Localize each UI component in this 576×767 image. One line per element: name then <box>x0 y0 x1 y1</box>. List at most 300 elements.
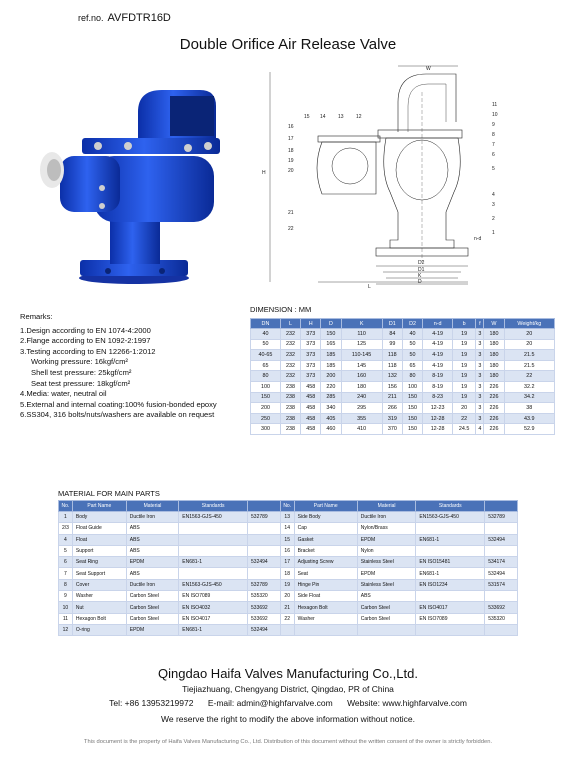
table-cell: Carbon Steel <box>357 613 416 624</box>
table-cell: 405 <box>321 413 341 424</box>
callout-13: 13 <box>338 114 344 120</box>
table-cell: Hexagon Bolt <box>72 613 126 624</box>
table-cell: 165 <box>321 339 341 350</box>
table-cell: 12-28 <box>423 413 453 424</box>
dimension-row <box>251 413 555 424</box>
dimension-row <box>251 371 555 382</box>
table-cell: 533692 <box>248 602 281 613</box>
table-cell: 52.9 <box>504 424 554 435</box>
table-cell: 13 <box>280 512 294 523</box>
table-cell: 8-19 <box>423 371 453 382</box>
column-header: No. <box>59 501 73 512</box>
table-cell: 532789 <box>248 512 281 523</box>
table-cell: 40 <box>402 329 422 340</box>
table-cell: Stainless Steel <box>357 579 416 590</box>
column-header: No. <box>280 501 294 512</box>
table-cell: 84 <box>382 329 402 340</box>
table-cell: 19 <box>453 329 476 340</box>
table-cell: EN ISO7089 <box>416 613 485 624</box>
material-row <box>59 545 518 556</box>
table-cell: Seat <box>294 568 357 579</box>
callout-16: 16 <box>288 124 294 130</box>
table-cell: 238 <box>280 403 300 414</box>
table-cell <box>416 591 485 602</box>
table-cell <box>179 523 248 534</box>
table-cell: 19 <box>453 381 476 392</box>
table-cell: 373 <box>301 339 321 350</box>
table-cell: Cap <box>294 523 357 534</box>
table-cell: 16 <box>280 545 294 556</box>
table-cell: 232 <box>280 360 300 371</box>
table-cell: 110-145 <box>341 350 382 361</box>
table-cell: 65 <box>251 360 281 371</box>
dimension-row <box>251 339 555 350</box>
table-cell: ABS <box>126 523 179 534</box>
table-cell: 266 <box>382 403 402 414</box>
table-cell: 319 <box>382 413 402 424</box>
table-cell: 458 <box>301 392 321 403</box>
table-cell: 340 <box>321 403 341 414</box>
reserve-notice: We reserve the right to modify the above information without notice. <box>160 714 416 724</box>
table-cell: EPDM <box>357 568 416 579</box>
table-cell: 226 <box>484 403 504 414</box>
table-cell: Stainless Steel <box>357 557 416 568</box>
table-cell: 4-19 <box>423 339 453 350</box>
remarks-section <box>20 312 260 421</box>
table-cell: Float <box>72 534 126 545</box>
table-cell: 18 <box>280 568 294 579</box>
table-cell: 22 <box>280 613 294 624</box>
dim-nd-label: n-d <box>474 236 482 242</box>
table-cell: Carbon Steel <box>126 613 179 624</box>
callout-6: 6 <box>492 152 495 158</box>
table-cell: EN681-1 <box>179 624 248 635</box>
table-cell: EN ISO1234 <box>416 579 485 590</box>
table-cell: ABS <box>126 545 179 556</box>
table-cell: 80 <box>402 371 422 382</box>
table-cell <box>294 624 357 635</box>
table-cell: Ductile Iron <box>126 579 179 590</box>
table-cell: 180 <box>484 350 504 361</box>
dimension-header-row <box>251 319 555 329</box>
callout-5: 5 <box>492 166 495 172</box>
table-cell: 285 <box>321 392 341 403</box>
table-cell: 20 <box>280 591 294 602</box>
table-cell: 21.5 <box>504 360 554 371</box>
table-cell: 532789 <box>248 579 281 590</box>
table-cell: EN681-1 <box>416 534 485 545</box>
table-cell: 19 <box>280 579 294 590</box>
table-cell: 50 <box>402 350 422 361</box>
table-cell: 19 <box>453 350 476 361</box>
callout-2: 2 <box>492 216 495 222</box>
table-cell <box>179 534 248 545</box>
table-cell: Carbon Steel <box>126 591 179 602</box>
table-cell: 40 <box>251 329 281 340</box>
table-cell: 6 <box>59 557 73 568</box>
table-cell <box>248 523 281 534</box>
dimension-row <box>251 381 555 392</box>
company-address: Tiejiazhuang, Chengyang District, Qingdao, PR of China <box>182 684 394 694</box>
callout-3: 3 <box>492 202 495 208</box>
table-cell: Ductile Iron <box>357 512 416 523</box>
table-cell: 150 <box>251 392 281 403</box>
remark-subitem: Shell test pressure: 25kgf/cm² <box>31 367 132 377</box>
table-cell: 180 <box>341 381 382 392</box>
callout-7: 7 <box>492 142 495 148</box>
remark-item: 3.Testing according to EN 12266-1:2012 <box>20 346 156 356</box>
table-cell: EN ISO4017 <box>416 602 485 613</box>
email[interactable]: E-mail: admin@highfarvalve.com <box>207 698 333 708</box>
table-cell: 7 <box>59 568 73 579</box>
table-cell: 458 <box>301 403 321 414</box>
table-cell: 4-19 <box>423 329 453 340</box>
table-cell: 226 <box>484 381 504 392</box>
table-cell: 8-19 <box>423 381 453 392</box>
column-header: D2 <box>402 319 422 329</box>
table-cell: EPDM <box>126 624 179 635</box>
column-header: b <box>453 319 476 329</box>
dimension-table <box>250 318 555 435</box>
table-cell <box>416 545 485 556</box>
table-cell: 532494 <box>485 534 518 545</box>
table-cell: 373 <box>301 350 321 361</box>
table-cell: Float Guide <box>72 523 126 534</box>
table-cell: Seat Support <box>72 568 126 579</box>
callout-22: 22 <box>288 226 294 232</box>
table-cell: 34.2 <box>504 392 554 403</box>
callout-12: 12 <box>356 114 362 120</box>
table-cell: 8 <box>59 579 73 590</box>
table-cell: 535320 <box>248 591 281 602</box>
side-body <box>317 142 376 194</box>
table-cell: Side Body <box>294 512 357 523</box>
table-cell: Support <box>72 545 126 556</box>
table-cell: 160 <box>341 371 382 382</box>
table-cell: 300 <box>251 424 281 435</box>
table-cell: 118 <box>382 360 402 371</box>
callout-19: 19 <box>288 158 294 164</box>
table-cell: 458 <box>301 424 321 435</box>
table-cell: 100 <box>402 381 422 392</box>
column-header <box>248 501 281 512</box>
table-cell <box>485 523 518 534</box>
table-cell: 12-28 <box>423 424 453 435</box>
table-cell <box>248 545 281 556</box>
table-cell: 240 <box>341 392 382 403</box>
table-cell: 250 <box>251 413 281 424</box>
table-cell: Ductile Iron <box>126 512 179 523</box>
table-cell: 532789 <box>485 512 518 523</box>
dim-d2-label: D2 <box>418 260 425 266</box>
table-cell: 8-23 <box>423 392 453 403</box>
material-row <box>59 523 518 534</box>
column-header: D1 <box>382 319 402 329</box>
valve-photo <box>38 86 228 286</box>
table-cell: 99 <box>382 339 402 350</box>
material-row <box>59 613 518 624</box>
table-cell: 19 <box>453 392 476 403</box>
remark-item: 6.SS304, 316 bolts/nuts/washers are available on request <box>20 410 215 420</box>
table-cell: 180 <box>484 339 504 350</box>
dimension-row <box>251 329 555 340</box>
table-cell: 40-65 <box>251 350 281 361</box>
table-cell: 9 <box>59 591 73 602</box>
table-cell: 3 <box>476 381 484 392</box>
dim-d1-label: D1 <box>418 267 425 273</box>
table-cell: Cover <box>72 579 126 590</box>
callout-11: 11 <box>492 102 498 108</box>
column-header: Material <box>357 501 416 512</box>
table-cell: 232 <box>280 371 300 382</box>
table-cell: 3 <box>476 371 484 382</box>
table-cell: Adjusting Screw <box>294 557 357 568</box>
table-cell: 3 <box>476 392 484 403</box>
table-cell: EN1563-GJS-450 <box>179 512 248 523</box>
table-cell: 65 <box>402 360 422 371</box>
table-cell: 5 <box>59 545 73 556</box>
table-cell: 145 <box>341 360 382 371</box>
table-cell: 3 <box>476 403 484 414</box>
column-header: DN <box>251 319 281 329</box>
table-cell: 15 <box>280 534 294 545</box>
table-cell: 4 <box>59 534 73 545</box>
column-header: n-d <box>423 319 453 329</box>
table-cell: EPDM <box>357 534 416 545</box>
table-cell: 22 <box>504 371 554 382</box>
website[interactable]: Website: www.highfarvalve.com <box>347 698 467 708</box>
table-cell <box>248 534 281 545</box>
table-cell: 3 <box>476 339 484 350</box>
table-cell: 4 <box>476 424 484 435</box>
callout-9: 9 <box>492 122 495 128</box>
table-cell: 533692 <box>248 613 281 624</box>
table-cell: 50 <box>251 339 281 350</box>
material-row <box>59 579 518 590</box>
table-cell: ABS <box>357 591 416 602</box>
callout-15: 15 <box>304 114 310 120</box>
materials-table <box>58 500 518 636</box>
materials-title: MATERIAL FOR MAIN PARTS <box>58 489 160 498</box>
table-cell: EPDM <box>126 557 179 568</box>
table-cell: 11 <box>59 613 73 624</box>
table-cell: EN ISO4017 <box>179 613 248 624</box>
table-cell: 373 <box>301 371 321 382</box>
table-cell: 110 <box>341 329 382 340</box>
dim-k-label: K <box>418 273 422 279</box>
column-header: Standards <box>416 501 485 512</box>
table-cell: 14 <box>280 523 294 534</box>
dim-d-label: D <box>418 279 422 285</box>
table-cell: Side Float <box>294 591 357 602</box>
table-cell: EN681-1 <box>179 557 248 568</box>
column-header: H <box>301 319 321 329</box>
dim-l-label: L <box>368 284 371 290</box>
table-cell: 370 <box>382 424 402 435</box>
table-cell: EN1563-GJS-450 <box>179 579 248 590</box>
table-cell: EN681-1 <box>416 568 485 579</box>
table-cell: 21.5 <box>504 350 554 361</box>
table-cell: Gasket <box>294 534 357 545</box>
dimension-row <box>251 360 555 371</box>
side-float <box>332 148 368 184</box>
table-cell <box>485 545 518 556</box>
table-cell <box>485 591 518 602</box>
table-cell: 226 <box>484 392 504 403</box>
table-cell: 532494 <box>248 624 281 635</box>
table-cell: 532494 <box>485 568 518 579</box>
table-cell: 118 <box>382 350 402 361</box>
table-cell: 38 <box>504 403 554 414</box>
table-cell: 185 <box>321 360 341 371</box>
table-cell: 19 <box>453 371 476 382</box>
column-header: D <box>321 319 341 329</box>
table-cell: 232 <box>280 329 300 340</box>
table-cell: 2/3 <box>59 523 73 534</box>
table-cell: Washer <box>294 613 357 624</box>
table-cell: 460 <box>321 424 341 435</box>
table-cell: EN1563-GJS-450 <box>416 512 485 523</box>
column-header: Material <box>126 501 179 512</box>
table-cell: 238 <box>280 381 300 392</box>
table-cell: 3 <box>476 329 484 340</box>
table-cell: 232 <box>280 350 300 361</box>
table-cell: 20 <box>504 339 554 350</box>
remark-subitem: Working pressure: 16kgf/cm² <box>31 357 128 367</box>
table-cell: EN ISO15481 <box>416 557 485 568</box>
dimension-title: DIMENSION : MM <box>250 305 312 314</box>
table-cell: 458 <box>301 381 321 392</box>
table-cell: 150 <box>402 424 422 435</box>
callout-14: 14 <box>320 114 326 120</box>
remarks-heading: Remarks: <box>20 312 53 321</box>
table-cell <box>179 545 248 556</box>
table-cell: 32.2 <box>504 381 554 392</box>
table-cell: Nylon <box>357 545 416 556</box>
table-cell: 220 <box>321 381 341 392</box>
table-cell: 3 <box>476 360 484 371</box>
table-cell: 156 <box>382 381 402 392</box>
ref-label: ref.no. <box>78 13 104 23</box>
table-cell <box>248 568 281 579</box>
table-cell: 226 <box>484 424 504 435</box>
table-cell: 125 <box>341 339 382 350</box>
contact-line <box>0 698 576 708</box>
table-cell: 10 <box>59 602 73 613</box>
callout-10: 10 <box>492 112 498 118</box>
table-cell: 534174 <box>485 557 518 568</box>
dimension-row <box>251 424 555 435</box>
callout-18: 18 <box>288 148 294 154</box>
table-cell: Bracket <box>294 545 357 556</box>
table-cell: 355 <box>341 413 382 424</box>
column-header: f <box>476 319 484 329</box>
material-row <box>59 534 518 545</box>
column-header: L <box>280 319 300 329</box>
table-cell <box>357 624 416 635</box>
callout-17: 17 <box>288 136 294 142</box>
column-header: W <box>484 319 504 329</box>
table-cell: 150 <box>402 413 422 424</box>
table-cell: 20 <box>453 403 476 414</box>
table-cell: 373 <box>301 329 321 340</box>
materials-header-row <box>59 501 518 512</box>
table-cell: 50 <box>402 339 422 350</box>
column-header: Part Name <box>294 501 357 512</box>
table-cell <box>416 624 485 635</box>
table-cell: Nylon/Brass <box>357 523 416 534</box>
remark-item: 4.Media: water, neutral oil <box>20 389 107 399</box>
telephone: Tel: +86 13953219972 <box>109 698 194 708</box>
table-cell: Body <box>72 512 126 523</box>
table-cell: 373 <box>301 360 321 371</box>
dim-h-label: H <box>262 170 266 176</box>
table-cell: 238 <box>280 392 300 403</box>
dimension-row <box>251 403 555 414</box>
table-cell: Washer <box>72 591 126 602</box>
table-cell: 180 <box>484 371 504 382</box>
remark-item: 2.Flange according to EN 1092-2:1997 <box>20 336 151 346</box>
table-cell: Carbon Steel <box>126 602 179 613</box>
table-cell: 532494 <box>248 557 281 568</box>
callout-8: 8 <box>492 132 495 138</box>
table-cell <box>416 523 485 534</box>
column-header: Weight/kg <box>504 319 554 329</box>
table-cell: 3 <box>476 350 484 361</box>
table-cell: ABS <box>126 534 179 545</box>
table-cell: 19 <box>453 360 476 371</box>
table-cell <box>280 624 294 635</box>
dimension-row <box>251 350 555 361</box>
remark-subitem: Seat test pressure: 18kgf/cm² <box>31 378 131 388</box>
document-title: Double Orifice Air Release Valve <box>179 36 397 53</box>
table-cell: 185 <box>321 350 341 361</box>
material-row <box>59 568 518 579</box>
callout-1: 1 <box>492 230 495 236</box>
table-cell: 24.5 <box>453 424 476 435</box>
callout-4: 4 <box>492 192 495 198</box>
table-cell: 238 <box>280 424 300 435</box>
table-cell: 200 <box>321 371 341 382</box>
table-cell: 150 <box>321 329 341 340</box>
material-row <box>59 591 518 602</box>
table-cell: 200 <box>251 403 281 414</box>
table-cell: 20 <box>504 329 554 340</box>
remark-item: 5.External and internal coating:100% fusion-bonded epoxy <box>20 399 217 409</box>
table-cell: 533692 <box>485 602 518 613</box>
table-cell: 12-23 <box>423 403 453 414</box>
table-cell: Seat Ring <box>72 557 126 568</box>
table-cell: 211 <box>382 392 402 403</box>
table-cell: EN ISO4032 <box>179 602 248 613</box>
material-row <box>59 624 518 635</box>
table-cell: 17 <box>280 557 294 568</box>
table-cell: 410 <box>341 424 382 435</box>
table-cell: 458 <box>301 413 321 424</box>
table-cell: 535320 <box>485 613 518 624</box>
ref-code: AVFDTR16D <box>107 12 171 24</box>
table-cell <box>485 624 518 635</box>
table-cell: 150 <box>402 392 422 403</box>
table-cell: 43.9 <box>504 413 554 424</box>
table-cell: 80 <box>251 371 281 382</box>
ownership-disclaimer: This document is the property of Haifa Valves Manufacturing Co., Ltd. Distribution of this document without the written consent of the owner is strictly forbidden. <box>83 739 493 745</box>
table-cell: 531574 <box>485 579 518 590</box>
table-cell: 4-19 <box>423 360 453 371</box>
column-header: Standards <box>179 501 248 512</box>
table-cell: 132 <box>382 371 402 382</box>
table-cell: Carbon Steel <box>357 602 416 613</box>
